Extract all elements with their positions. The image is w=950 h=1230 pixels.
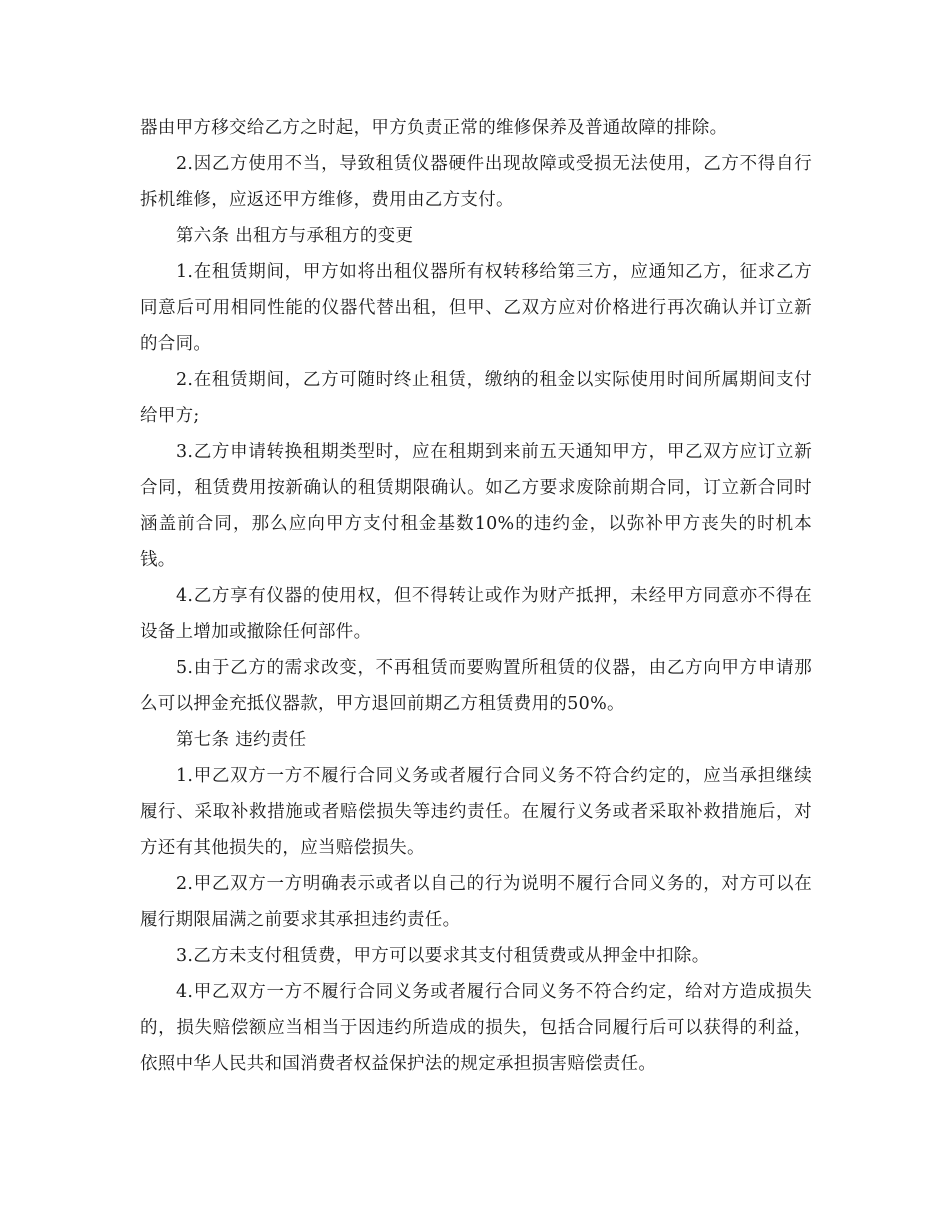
article-6-heading: 第六条 出租方与承租方的变更 xyxy=(176,226,414,246)
paragraph-clause-7-2: 2.甲乙双方一方明确表示或者以自己的行为说明不履行合同义务的，对方可以在履行期限届满之前要求其承担违约责任。 xyxy=(140,874,812,930)
document-page xyxy=(140,110,812,1082)
paragraph-clause-7-1: 1.甲乙双方一方不履行合同义务或者履行合同义务不符合约定的，应当承担继续履行、采取补救措施或者赔偿损失等违约责任。在履行义务或者采取补救措施后，对方还有其他损失的，应当赔偿损失。 xyxy=(140,766,812,858)
article-7-heading: 第七条 违约责任 xyxy=(176,730,307,750)
paragraph-clause-7-3: 3.乙方未支付租赁费，甲方可以要求其支付租赁费或从押金中扣除。 xyxy=(176,946,710,966)
paragraph-clause-6-4: 4.乙方享有仪器的使用权，但不得转让或作为财产抵押，未经甲方同意亦不得在设备上增加或撤除任何部件。 xyxy=(140,586,812,642)
paragraph-clause-5-2: 2.因乙方使用不当，导致租赁仪器硬件出现故障或受损无法使用，乙方不得自行拆机维修，应返还甲方维修，费用由乙方支付。 xyxy=(140,154,812,210)
paragraph-clause-6-1: 1.在租赁期间，甲方如将出租仪器所有权转移给第三方，应通知乙方，征求乙方同意后可用相同性能的仪器代替出租，但甲、乙双方应对价格进行再次确认并订立新的合同。 xyxy=(140,262,812,354)
paragraph-clause-7-4: 4.甲乙双方一方不履行合同义务或者履行合同义务不符合约定，给对方造成损失的，损失赔偿额应当相当于因违约所造成的损失，包括合同履行后可以获得的利益，依照中华人民共和国消费者权益保护法的规定承担损害赔偿责任。 xyxy=(140,982,812,1074)
paragraph-clause-6-2: 2.在租赁期间，乙方可随时终止租赁，缴纳的租金以实际使用时间所属期间支付给甲方; xyxy=(140,370,812,426)
paragraph-clause-6-3: 3.乙方申请转换租期类型时，应在租期到来前五天通知甲方，甲乙双方应订立新合同，租赁费用按新确认的租赁期限确认。如乙方要求废除前期合同，订立新合同时涵盖前合同，那么应向甲方支付租金基数10%的违约金，以弥补甲方丧失的时机本钱。 xyxy=(140,442,812,570)
paragraph-clause-6-5: 5.由于乙方的需求改变，不再租赁而要购置所租赁的仪器，由乙方向甲方申请那么可以押金充抵仪器款，甲方退回前期乙方租赁费用的50%。 xyxy=(140,658,812,714)
paragraph-continuation: 器由甲方移交给乙方之时起，甲方负责正常的维修保养及普通故障的排除。 xyxy=(140,118,728,138)
